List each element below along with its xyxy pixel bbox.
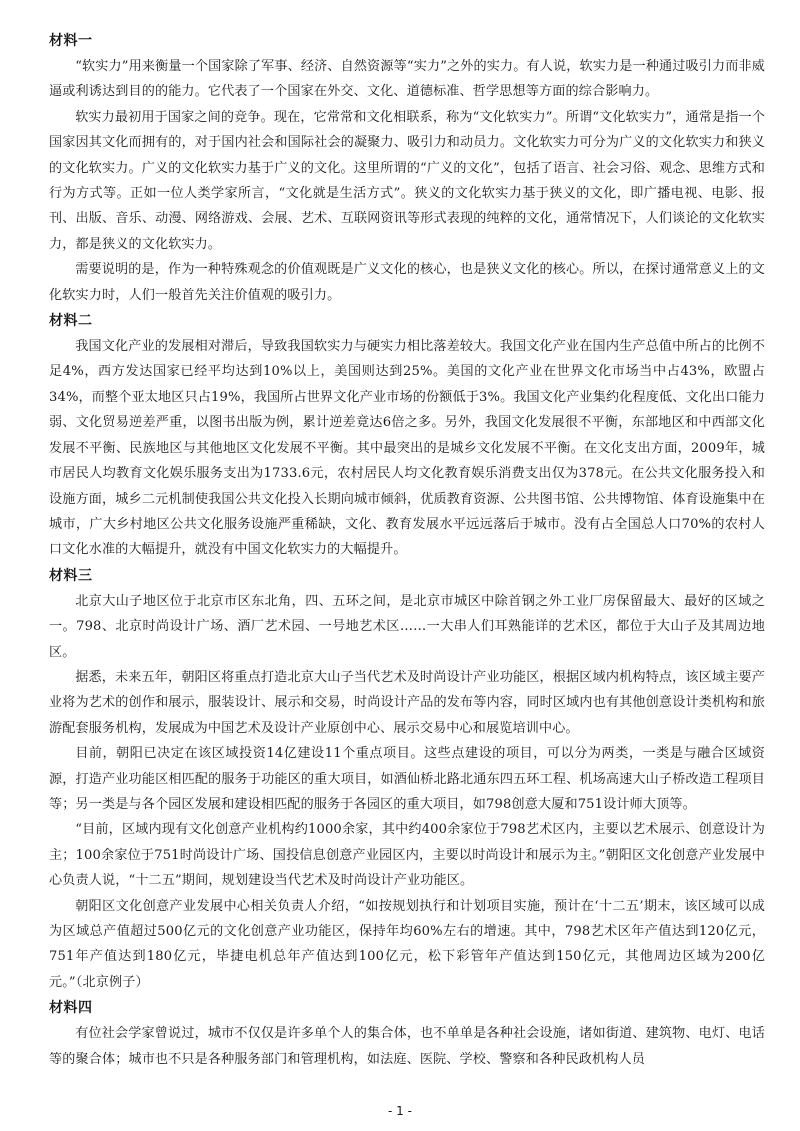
page-number: - 1 - <box>388 1104 412 1118</box>
section-material-1 <box>49 28 765 308</box>
paragraph: 据悉，未来五年，朝阳区将重点打造北京大山子当代艺术及时尚设计产业功能区，根据区域内机构特点，该区域主要产业将为艺术的创作和展示，服装设计、展示和交易，时尚设计产品的发布等内容，同时区域内也有其他创意设计类机构和旅游配套服务机构，发展成为中国艺术及设计产业原创中心、展示交易中心和展览培训中心。 <box>49 669 765 736</box>
section-material-4 <box>49 995 765 1072</box>
paragraph: 朝阳区文化创意产业发展中心相关负责人介绍，“如按规划执行和计划项目实施，预计在‘十二五’期末，该区域可以成为区域总产值超过500亿元的文化创意产业功能区，保持年均60%左右的增速。其中，798艺术区年产值达到120亿元，751年产值达到180亿元，毕捷电机总年产值达到100亿元，松下彩管年产值达到150亿元，其他周边区域为200亿元。”（北京例子） <box>49 898 765 990</box>
paragraph: 有位社会学家曾说过，城市不仅仅是许多单个人的集合体，也不单单是各种社会设施，诸如街道、建筑物、电灯、电话等的聚合体；城市也不只是各种服务部门和管理机构，如法庭、医院、学校、警察和各种民政机构人员 <box>49 1026 765 1067</box>
section-material-2 <box>49 308 765 563</box>
paragraph: 软实力最初用于国家之间的竞争。现在，它常常和文化相联系，称为“文化软实力”。所谓“文化软实力”，通常是指一个国家因其文化而拥有的，对于国内社会和国际社会的凝聚力、吸引力和动员力。文化软实力可分为广义的文化软实力和狭义的文化软实力。广义的文化软实力基于广义的文化。这里所谓的“广义的文化”，包括了语言、社会习俗、观念、思维方式和行为方式等。正如一位人类学家所言，“文化就是生活方式”。狭义的文化软实力基于狭义的文化，即广播电视、电影、报刊、出版、音乐、动漫、网络游戏、会展、艺术、互联网资讯等形式表现的纯粹的文化，通常情况下，人们谈论的文化软实力，都是狭义的文化软实力。 <box>49 109 765 252</box>
section-heading: 材料三 <box>49 567 93 584</box>
document-page <box>49 28 765 1072</box>
paragraph: “目前，区域内现有文化创意产业机构约1000余家，其中约400余家位于798艺术区内，主要以艺术展示、创意设计为主；100余家位于751时尚设计广场、国投信息创意产业园区内，主要以时尚设计和展示为主。”朝阳区文化创意产业发展中心负责人说，“十二五”期间，规划建设当代艺术及时尚设计产业功能区。 <box>49 822 765 889</box>
section-material-3 <box>49 563 765 996</box>
section-heading: 材料二 <box>49 313 93 330</box>
section-heading: 材料四 <box>49 1000 93 1017</box>
paragraph: 我国文化产业的发展相对滞后，导致我国软实力与硬实力相比落差较大。我国文化产业在国内生产总值中所占的比例不足4%，西方发达国家已经平均达到10%以上，美国则达到25%。美国的文化产业在世界文化市场当中占43%，欧盟占34%，而整个亚太地区只占19%，我国所占世界文化产业市场的份额低于3%。我国文化产业集约化程度低、文化出口能力弱、文化贸易逆差严重，以图书出版为例，累计逆差竟达6倍之多。另外，我国文化发展很不平衡，东部地区和中西部文化发展不平衡、民族地区与其他地区文化发展不平衡。其中最突出的是城乡文化发展不平衡。在文化支出方面，2009年，城市居民人均教育文化娱乐服务支出为1733.6元，农村居民人均文化教育娱乐消费支出仅为378元。在公共文化服务投入和设施方面，城乡二元机制使我国公共文化投入长期向城市倾斜，优质教育资源、公共图书馆、公共博物馆、体育设施集中在城市，广大乡村地区公共文化服务设施严重稀缺，文化、教育发展水平远远落后于城市。没有占全国总人口70%的农村人口文化水准的大幅提升，就没有中国文化软实力的大幅提升。 <box>49 339 765 558</box>
paragraph: 需要说明的是，作为一种特殊观念的价值观既是广义文化的核心，也是狭义文化的核心。所以，在探讨通常意义上的文化软实力时，人们一般首先关注价值观的吸引力。 <box>49 262 765 303</box>
paragraph: 目前，朝阳已决定在该区域投资14亿建设11个重点项目。这些点建设的项目，可以分为两类，一类是与融合区域资源，打造产业功能区相匹配的服务于功能区的重大项目，如酒仙桥北路北通东四五环工程、机场高速大山子桥改造工程项目等；另一类是与各个园区发展和建设相匹配的服务于各园区的重大项目，如798创意大厦和751设计师大顶等。 <box>49 746 765 812</box>
paragraph: 北京大山子地区位于北京市区东北角，四、五环之间，是北京市城区中除首钢之外工业厂房保留最大、最好的区域之一。798、北京时尚设计广场、酒厂艺术园、一号地艺术区……一大串人们耳熟能详的艺术区，都位于大山子及其周边地区。 <box>49 593 765 660</box>
section-heading: 材料一 <box>49 33 93 49</box>
paragraph: “软实力”用来衡量一个国家除了军事、经济、自然资源等“实力”之外的实力。有人说，软实力是一种通过吸引力而非威逼或利诱达到目的的能力。它代表了一个国家在外交、文化、道德标准、哲学思想等方面的综合影响力。 <box>49 59 765 100</box>
